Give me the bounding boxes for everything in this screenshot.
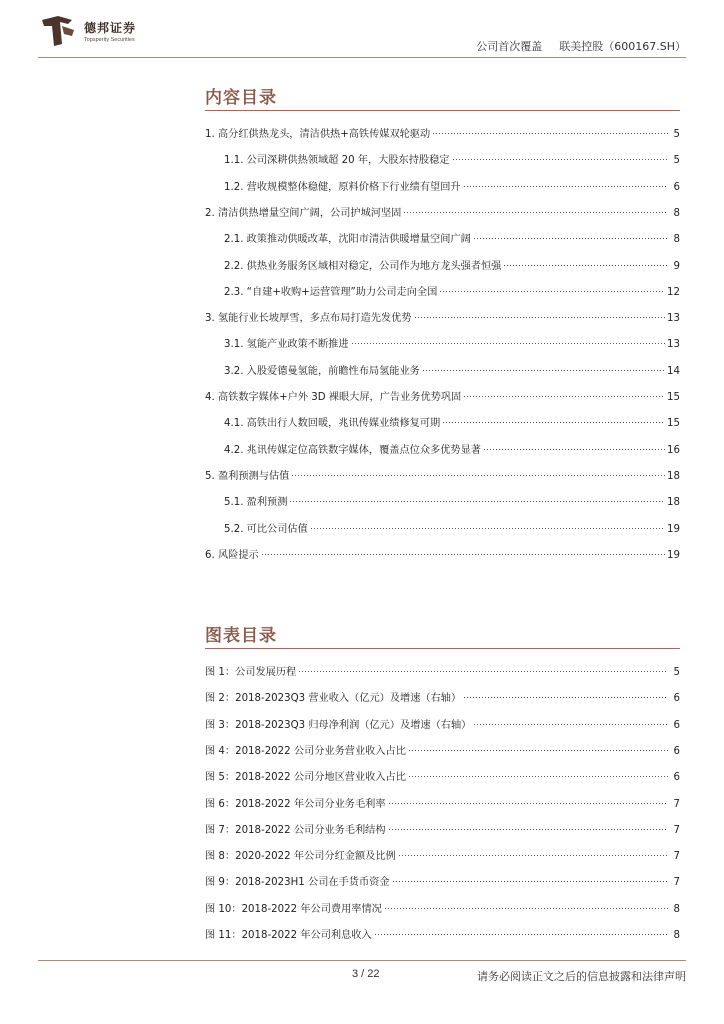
report-header-info [476, 38, 686, 54]
figures-entry-page: 5 [673, 667, 680, 678]
figures-entry[interactable] [205, 924, 680, 941]
page-number: 3 / 22 [352, 968, 380, 980]
dot-leader [384, 898, 668, 912]
contents-entry[interactable] [224, 228, 680, 246]
figures-entry-label: 图 1：公司发展历程 [205, 667, 297, 678]
figures-entry-page: 7 [673, 798, 680, 810]
contents-entry-page: 15 [667, 418, 680, 430]
dot-leader [442, 412, 665, 426]
logo-mark-icon [38, 14, 78, 48]
contents-entry-page: 18 [667, 497, 680, 509]
contents-entry-page: 8 [673, 207, 680, 219]
figures-entry-page: 6 [673, 772, 680, 784]
contents-entry-page: 13 [667, 339, 680, 351]
dot-leader [483, 439, 665, 453]
contents-entry-label: 5. 盈利预测与估值 [205, 470, 290, 482]
contents-entry-label: 5.2. 可比公司估值 [224, 523, 308, 535]
contents-entry-label: 6. 风险提示 [205, 549, 259, 561]
contents-entry-label: 1.2. 营收规模整体稳健，原料价格下行业绩有望回升 [224, 181, 461, 193]
contents-entry-label: 2.1. 政策推动供暖改革，沈阳市清洁供暖增量空间广阔 [224, 234, 471, 246]
contents-entry-label: 3.1. 氢能产业政策不断推进 [224, 339, 349, 351]
contents-entry[interactable] [224, 412, 680, 430]
dot-leader [439, 281, 665, 295]
contents-entry[interactable] [224, 439, 680, 456]
dot-leader [503, 255, 668, 269]
figures-entry-page: 6 [673, 719, 680, 731]
disclaimer-note: 请务必阅读正文之后的信息披露和法律声明 [477, 970, 686, 983]
contents-entry[interactable] [205, 307, 680, 325]
contents-entry[interactable] [205, 386, 680, 403]
dot-leader [422, 360, 665, 374]
figures-entry[interactable] [205, 845, 680, 863]
dot-leader [408, 740, 668, 754]
figures-entry-label: 图 5：2018-2022 公司分地区营业收入占比 [205, 772, 406, 784]
dot-leader [261, 544, 665, 558]
contents-entry[interactable] [224, 255, 680, 272]
dot-leader [298, 661, 668, 675]
figures-entry-label: 图 8：2020-2022 年公司分红金额及比例 [205, 851, 396, 863]
figures-entry-page: 8 [673, 930, 680, 941]
contents-entry-page: 5 [673, 129, 680, 140]
contents-entry-page: 13 [667, 313, 680, 325]
contents-entry-page: 16 [667, 444, 680, 456]
figures-entry[interactable] [205, 819, 680, 836]
contents-entry-label: 4. 高铁数字媒体+户外 3D 裸眼大屏，广告业务优势巩固 [205, 392, 462, 403]
figures-entry-page: 8 [673, 903, 680, 915]
figures-entry-label: 图 3：2018-2023Q3 归母净利润（亿元）及增速（右轴） [205, 719, 472, 731]
figures-entry[interactable] [205, 766, 680, 784]
figures-entry[interactable] [205, 793, 680, 810]
figures-entry[interactable] [205, 740, 680, 757]
footer-divider [38, 960, 686, 961]
contents-entry-label: 4.2. 兆讯传媒定位高铁数字媒体，覆盖点位众多优势显著 [224, 444, 481, 456]
dot-leader [463, 687, 668, 701]
dot-leader [291, 465, 665, 479]
contents-entry-page: 6 [673, 181, 680, 193]
contents-entry-label: 3. 氢能行业长坡厚雪，多点布局打造先发优势 [205, 313, 412, 325]
dot-leader [432, 123, 668, 137]
contents-entry-page: 19 [667, 549, 680, 561]
contents-entry[interactable] [224, 149, 680, 167]
figures-entry-page: 7 [673, 824, 680, 836]
contents-entry[interactable] [224, 333, 680, 351]
header-divider [38, 57, 686, 58]
contents-entry[interactable] [224, 518, 680, 535]
contents-entry-label: 3.2. 入股爱德曼氢能，前瞻性布局氢能业务 [224, 365, 420, 377]
contents-entry-label: 1. 高分红供热龙头，清洁供热+高铁传媒双轮驱动 [205, 129, 431, 140]
contents-entry-label: 1.1. 公司深耕供热领域超 20 年，大股东持股稳定 [224, 155, 450, 167]
contents-entry[interactable] [205, 202, 680, 219]
company-name: 联美控股（600167.SH） [559, 40, 686, 53]
figures-entry-label: 图 7：2018-2022 公司分业务毛利结构 [205, 824, 386, 836]
report-type: 公司首次覆盖 [476, 40, 543, 53]
figures-entry-page: 7 [673, 877, 680, 889]
figures-entry[interactable] [205, 871, 680, 889]
contents-entry-page: 15 [667, 392, 680, 403]
contents-title-rule [205, 110, 680, 111]
contents-entry-label: 2.2. 供热业务服务区域相对稳定，公司作为地方龙头强者恒强 [224, 260, 502, 272]
figures-entry-label: 图 9：2018-2023H1 公司在手货币资金 [205, 877, 390, 889]
figures-entry[interactable] [205, 714, 680, 731]
dot-leader [374, 924, 668, 938]
dot-leader [398, 845, 668, 859]
contents-entry[interactable] [224, 176, 680, 193]
dot-leader [408, 766, 668, 780]
figures-entry-label: 图 6：2018-2022 年公司分业务毛利率 [205, 798, 386, 810]
figures-entry-label: 图 11：2018-2022 年公司利息收入 [205, 930, 372, 941]
logo-text-en: Topsperity Securities [84, 37, 135, 43]
figures-title-rule [205, 648, 680, 649]
figures-entry[interactable] [205, 661, 680, 678]
logo-text-cn: 德邦证券 [84, 21, 137, 35]
contents-entry-label: 2.3. “自建+收购+运营管理”助力公司走向全国 [224, 286, 438, 298]
dot-leader [463, 176, 668, 190]
dot-leader [310, 518, 665, 532]
figures-entry[interactable] [205, 687, 680, 705]
contents-entry-page: 14 [667, 365, 680, 377]
dot-leader [392, 871, 668, 885]
dot-leader [473, 714, 668, 728]
contents-entry-page: 9 [673, 260, 680, 272]
contents-entry-label: 4.1. 高铁出行人数回暖，兆讯传媒业绩修复可期 [224, 418, 441, 430]
figures-entry-page: 6 [673, 745, 680, 757]
contents-entry[interactable] [224, 491, 680, 509]
contents-entry[interactable] [224, 281, 680, 298]
dot-leader [351, 333, 665, 347]
contents-entry-page: 8 [673, 234, 680, 246]
figures-entry-page: 7 [673, 851, 680, 863]
dot-leader [403, 202, 668, 216]
dot-leader [463, 386, 665, 400]
contents-entry-page: 19 [667, 523, 680, 535]
dot-leader [473, 228, 668, 242]
figures-entry-label: 图 10：2018-2022 年公司费用率情况 [205, 903, 382, 915]
company-logo [38, 14, 136, 48]
contents-entry[interactable] [205, 465, 680, 482]
contents-entry-page: 12 [667, 286, 680, 298]
contents-entry-page: 5 [673, 155, 680, 167]
dot-leader [414, 307, 666, 321]
contents-entry-page: 18 [667, 470, 680, 482]
contents-entry-label: 5.1. 盈利预测 [224, 497, 288, 509]
contents-entry[interactable] [205, 544, 680, 561]
dot-leader [452, 149, 669, 163]
figures-entry-label: 图 4：2018-2022 公司分业务营业收入占比 [205, 745, 406, 757]
contents-entry-label: 2. 清洁供热增量空间广阔，公司护城河坚固 [205, 207, 402, 219]
contents-entry[interactable] [205, 123, 680, 140]
figures-entry-label: 图 2：2018-2023Q3 营业收入（亿元）及增速（右轴） [205, 693, 462, 705]
dot-leader [388, 819, 668, 833]
dot-leader [388, 793, 668, 807]
contents-entry[interactable] [224, 360, 680, 377]
figures-entry-page: 6 [673, 693, 680, 705]
dot-leader [289, 491, 665, 505]
figures-title: 图表目录 [205, 626, 277, 646]
figures-entry[interactable] [205, 898, 680, 915]
contents-title: 内容目录 [205, 88, 277, 108]
